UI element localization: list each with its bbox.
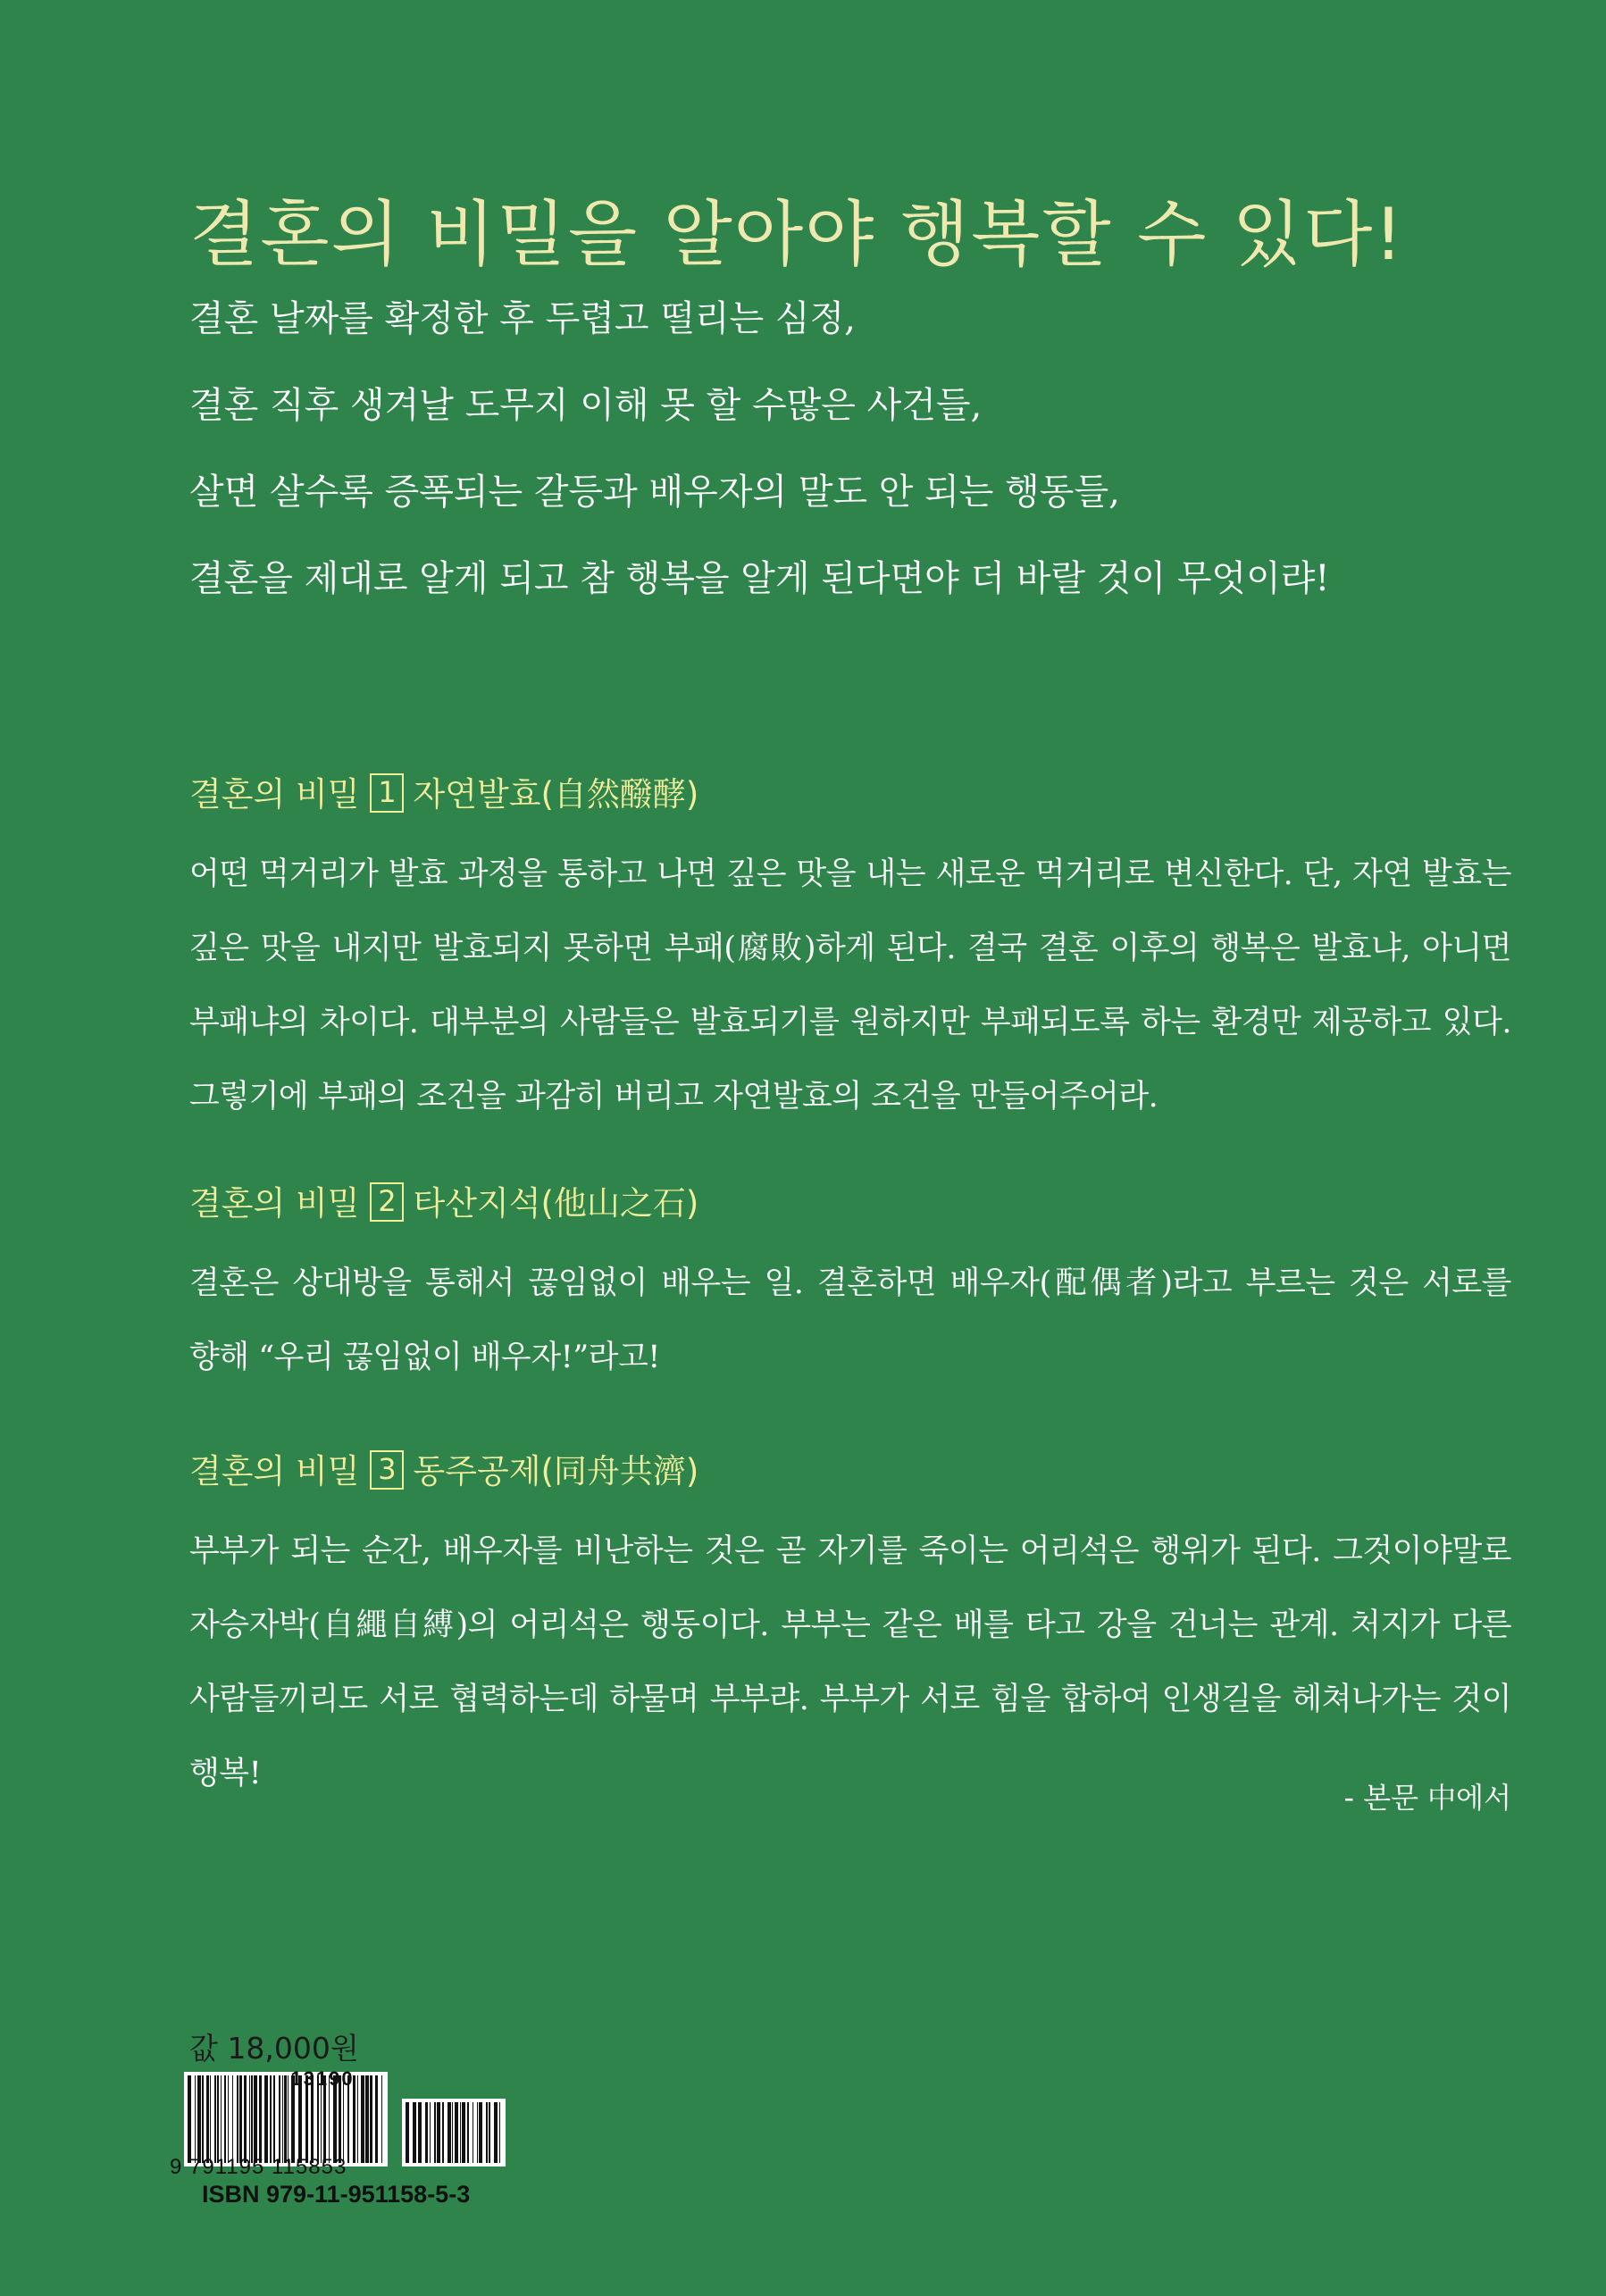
intro-line: 결혼 직후 생겨날 도무지 이해 못 할 수많은 사건들, xyxy=(189,385,983,426)
section-title: 타산지석(他山之石) xyxy=(413,1184,699,1223)
secret-section-3 xyxy=(189,1447,1511,1811)
price-label: 값 18,000원 xyxy=(189,2031,359,2066)
secret-section-2 xyxy=(189,1179,1511,1395)
intro-lines xyxy=(189,295,1330,641)
secret-section-1 xyxy=(189,770,1511,1134)
section-label: 결혼의 비밀 xyxy=(189,1184,360,1223)
barcode-addon-digits: 13190 xyxy=(290,2067,355,2090)
section-number-box: 3 xyxy=(370,1450,404,1490)
section-label: 결혼의 비밀 xyxy=(189,775,360,814)
isbn-label: ISBN 979-11-951158-5-3 xyxy=(202,2181,471,2208)
section-heading xyxy=(189,1447,1511,1497)
barcode-digits: 9 791195 115853 xyxy=(170,2155,347,2179)
headline: 결혼의 비밀을 알아야 행복할 수 있다! xyxy=(189,193,1405,276)
intro-line: 결혼 날짜를 확정한 후 두렵고 떨리는 심정, xyxy=(189,298,856,339)
section-heading xyxy=(189,770,1511,820)
section-number-box: 1 xyxy=(370,773,404,813)
intro-line: 살면 살수록 증폭되는 갈등과 배우자의 말도 안 되는 행동들, xyxy=(189,472,1120,513)
intro-line: 결혼을 제대로 알게 되고 참 행복을 알게 된다면야 더 바랄 것이 무엇이랴! xyxy=(189,558,1330,599)
section-title: 동주공제(同舟共濟) xyxy=(413,1452,699,1490)
section-body: 결혼은 상대방을 통해서 끊임없이 배우는 일. 결혼하면 배우자(配偶者)라고 부르는 것은 서로를 향해 “우리 끊임없이 배우자!”라고! xyxy=(189,1265,1511,1375)
section-title: 자연발효(自然醱酵) xyxy=(413,775,699,814)
section-heading xyxy=(189,1179,1511,1229)
section-label: 결혼의 비밀 xyxy=(189,1452,360,1490)
section-body: 어떤 먹거리가 발효 과정을 통하고 나면 깊은 맛을 내는 새로운 먹거리로 변신한다. 단, 자연 발효는 깊은 맛을 내지만 발효되지 못하면 부패(腐敗)하게 된다. 결국 결혼 이후의 행복은 발효냐, 아니면 부패냐의 차이다. 대부분의 사람들은 발효되기를 원하지만 부패되도록 하는 환경만 제공하고 있다. 그렇기에 부패의 조건을 과감히 버리고 자연발효의 조건을 만들어주어라. xyxy=(189,856,1511,1115)
section-body: 부부가 되는 순간, 배우자를 비난하는 것은 곧 자기를 죽이는 어리석은 행위가 된다. 그것이야말로 자승자박(自繩自縛)의 어리석은 행동이다. 부부는 같은 배를 타고 강을 건너는 관계. 처지가 다른 사람들끼리도 서로 협력하는데 하물며 부부랴. 부부가 서로 힘을 합하여 인생길을 헤쳐나가는 것이 행복! xyxy=(189,1533,1511,1791)
section-number-box: 2 xyxy=(370,1182,404,1222)
source-attribution: - 본문 中에서 xyxy=(1343,1781,1511,1815)
